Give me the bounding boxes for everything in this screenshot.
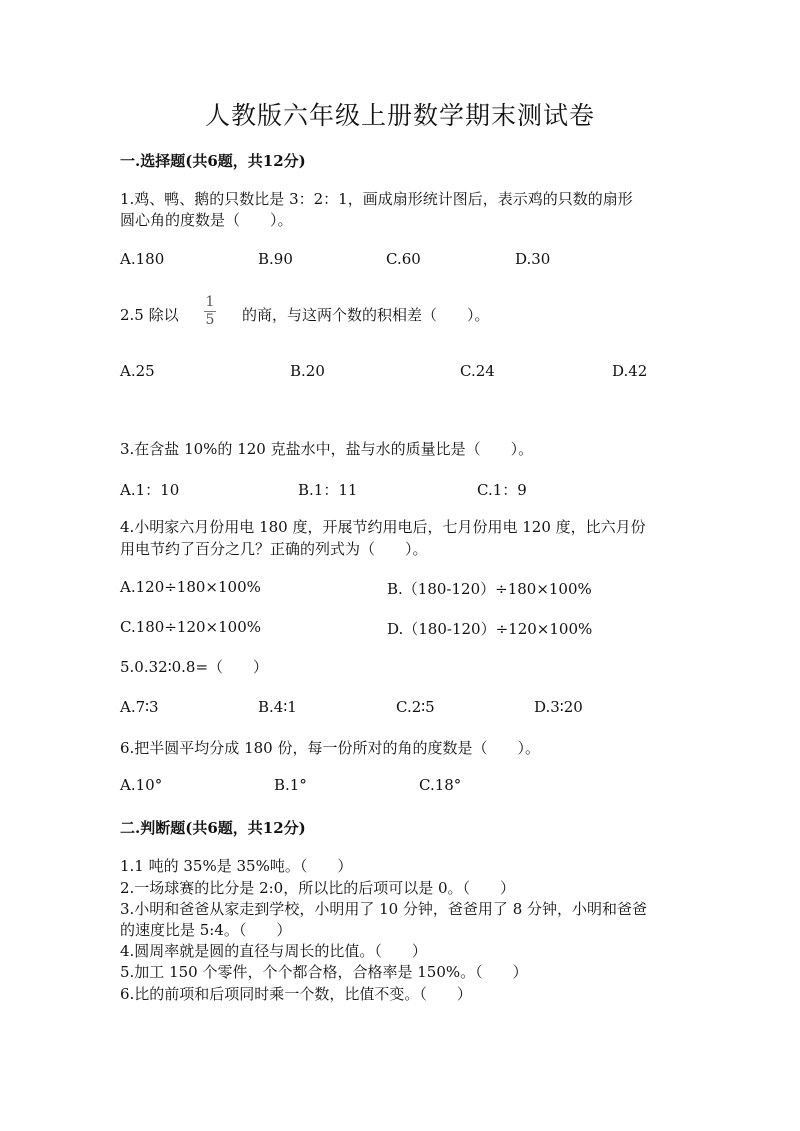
- q5-option-b: B.4∶1: [258, 698, 297, 716]
- q3-option-a: A.1：10: [120, 481, 180, 499]
- question-6: 6.把半圆平均分成 180 份，每一份所对的角的度数是（ ）。: [120, 739, 540, 757]
- question-4-line-1: 4.小明家六月份用电 180 度，开展节约用电后，七月份用电 120 度，比六月份: [120, 518, 646, 536]
- q4-option-d: D.（180-120）÷120×100%: [387, 620, 593, 638]
- q6-option-c: C.18°: [419, 776, 462, 794]
- question-1-line-1: 1.鸡、鸭、鹅的只数比是 3：2：1，画成扇形统计图后，表示鸡的只数的扇形: [120, 190, 633, 208]
- question-1-line-2: 圆心角的度数是（ ）。: [120, 211, 293, 229]
- question-2-prefix: 2.5 除以: [120, 306, 179, 324]
- q1-option-d: D.30: [515, 250, 551, 268]
- question-4-line-2: 用电节约了百分之几？正确的列式为（ ）。: [120, 540, 428, 558]
- question-2-fraction: [204, 296, 216, 327]
- q5-option-a: A.7∶3: [120, 698, 159, 716]
- judgement-item-6: 6.比的前项和后项同时乘一个数，比值不变。（ ）: [120, 985, 472, 1003]
- q1-option-b: B.90: [258, 250, 293, 268]
- q2-option-a: A.25: [120, 362, 155, 380]
- section-heading-choice: 一.选择题(共6题，共12分): [120, 152, 306, 170]
- q1-option-a: A.180: [120, 250, 165, 268]
- fraction-numerator: 1: [205, 294, 215, 310]
- q5-option-d: D.3∶20: [534, 698, 583, 716]
- q4-option-c: C.180÷120×100%: [120, 618, 261, 636]
- judgement-item-2: 2.一场球赛的比分是 2:0，所以比的后项可以是 0。（ ）: [120, 879, 516, 897]
- q2-option-c: C.24: [460, 362, 495, 380]
- q1-option-c: C.60: [386, 250, 421, 268]
- judgement-item-5: 5.加工 150 个零件，个个都合格，合格率是 150%。（ ）: [120, 963, 528, 981]
- question-5: 5.0.32∶0.8=（ ）: [120, 658, 269, 676]
- q2-option-d: D.42: [612, 362, 648, 380]
- page-title: 人教版六年级上册数学期末测试卷: [204, 101, 595, 130]
- fraction-denominator: 5: [205, 312, 215, 328]
- judgement-item-4: 4.圆周率就是圆的直径与周长的比值。（ ）: [120, 942, 427, 960]
- q4-option-a: A.120÷180×100%: [120, 578, 261, 596]
- q4-option-b: B.（180-120）÷180×100%: [387, 580, 592, 598]
- question-2-suffix: 的商，与这两个数的积相差（ ）。: [242, 306, 490, 324]
- q3-option-c: C.1：9: [477, 481, 527, 499]
- q5-option-c: C.2∶5: [396, 698, 435, 716]
- q6-option-b: B.1°: [274, 776, 307, 794]
- q2-option-b: B.20: [290, 362, 325, 380]
- question-3: 3.在含盐 10%的 120 克盐水中，盐与水的质量比是（ ）。: [120, 440, 534, 458]
- judgement-item-1: 1.1 吨的 35%是 35%吨。（ ）: [120, 857, 353, 875]
- judgement-item-3-line-1: 3.小明和爸爸从家走到学校，小明用了 10 分钟，爸爸用了 8 分钟，小明和爸爸: [120, 900, 648, 918]
- q3-option-b: B.1：11: [298, 481, 358, 499]
- judgement-item-3-line-2: 的速度比是 5:4。（ ）: [120, 921, 292, 939]
- q6-option-a: A.10°: [120, 776, 163, 794]
- section-heading-judgement: 二.判断题(共6题，共12分): [120, 819, 306, 837]
